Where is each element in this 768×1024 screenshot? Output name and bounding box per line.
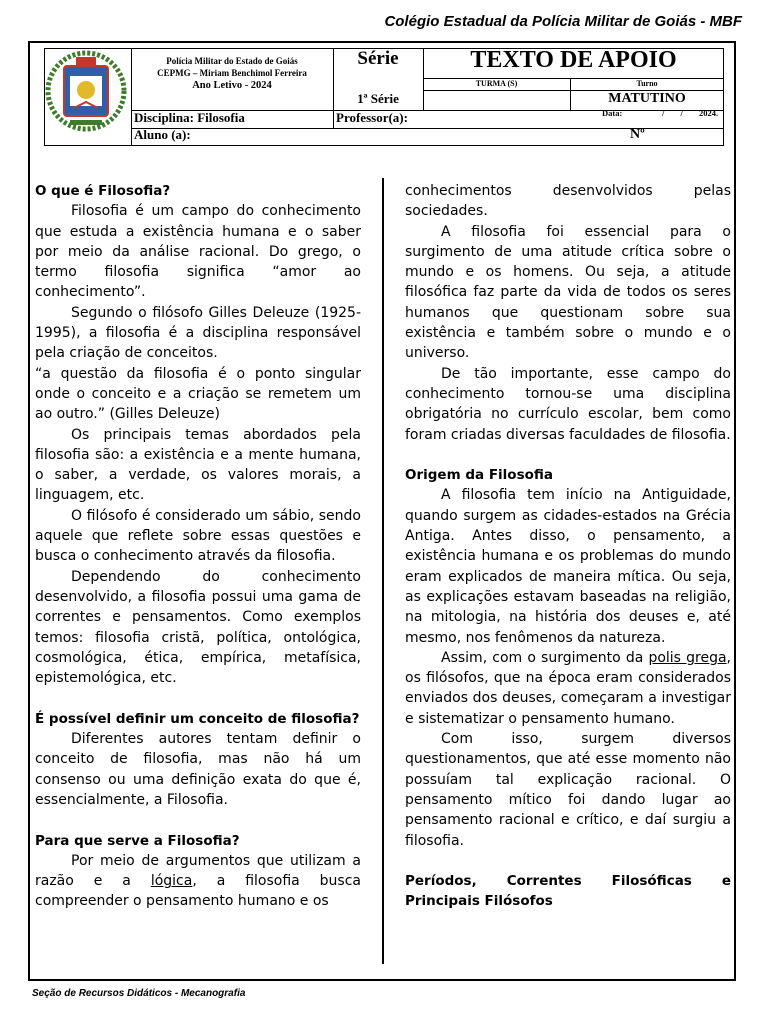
left-text-column <box>35 181 361 912</box>
section-heading: O que é Filosofia? <box>35 183 171 199</box>
section-heading: Para que serve a Filosofia? <box>35 832 240 849</box>
document-type: TEXTO DE APOIO <box>470 47 677 73</box>
school-crest-icon <box>44 50 128 132</box>
paragraph-spacer <box>405 445 731 465</box>
text-link[interactable]: lógica <box>150 873 193 890</box>
paragraph: Com isso, surgem diversos questionamentos, que até esse momento não possuíam tal explicação racional. O pensamento mítico foi dando lugar ao pensamento racional e crítico, e daí surgiu a filosofia. <box>405 731 731 849</box>
column-divider <box>382 178 384 964</box>
school-year: Ano Letivo - 2024 <box>192 80 272 91</box>
professor-label: Professor(a): <box>336 110 408 125</box>
serie-value: 1ª Série <box>357 91 399 106</box>
section-heading: É possível definir um conceito de filosofia? <box>35 710 360 727</box>
paragraph: Os principais temas abordados pela filosofia são: a existência e a mente humana, o saber, a verdade, os valores morais, a linguagem, etc. <box>35 426 361 504</box>
serie-label: Série <box>357 48 399 69</box>
aluno-label: Aluno (a): <box>134 127 191 142</box>
date-label: Data: <box>602 108 623 118</box>
institution-line-1: Polícia Militar do Estado de Goiás <box>166 56 298 66</box>
turno-label: Turno <box>636 79 658 88</box>
section-heading: Origem da Filosofia <box>405 467 553 484</box>
paragraph: O filósofo é considerado um sábio, sendo aquele que reflete sobre essas questões e busca o conhecimento através da filosofia. <box>35 507 361 565</box>
disciplina-label: Disciplina: Filosofia <box>134 110 245 125</box>
paragraph-spacer <box>35 810 361 830</box>
paragraph-spacer <box>405 851 731 871</box>
paragraph: Assim, com o surgimento da polis grega, os filósofos, que na época eram considerados enviados dos deuses, começaram a investigar e sistematizar o pensamento humano. <box>405 649 731 727</box>
paragraph: De tão importante, esse campo do conhecimento tornou-se uma disciplina obrigatória no currículo escolar, bem como foram criadas diversas faculdades de filosofia. <box>405 365 731 443</box>
paragraph-spacer <box>35 688 361 708</box>
right-text-column <box>405 181 731 912</box>
paragraph: Filosofia é um campo do conhecimento que estuda a existência humana e o saber por meio da análise racional. Do grego, o termo filosofia significa “amor ao conhecimento”. <box>35 203 361 301</box>
paragraph: A filosofia foi essencial para o surgimento de uma atitude crítica sobre o mundo e os homens. Ou seja, a atitude filosófica faz parte da vida de todos os seres humanos que questionam sobre sua existência e também sobre o mundo e o universo. <box>405 223 731 362</box>
quote-paragraph: conhecimentos desenvolvidos pelas sociedades. <box>405 183 731 220</box>
footer-note: Seção de Recursos Didáticos - Mecanografia <box>32 988 246 999</box>
turno-value: MATUTINO <box>608 91 686 106</box>
paragraph: A filosofia tem início na Antiguidade, quando surgem as cidades-estados na Grécia Antiga. Antes disso, o pensamento, a existência humana e os problemas do mundo eram explicados de maneira mítica. Ou seja, as explicações estavam baseadas na religião, na mitologia, na história dos deuses e, até mesmo, nos fenômenos da natureza. <box>405 487 731 646</box>
quote-paragraph: “a questão da filosofia é o ponto singular onde o conceito e a criação se remetem um ao outro.” (Gilles Deleuze) <box>35 365 361 423</box>
paragraph: Por meio de argumentos que utilizam a razão e a lógica, a filosofia busca compreender o pensamento humano e os <box>35 852 361 910</box>
numero-label: Nº <box>630 127 645 142</box>
turma-label: TURMA (S) <box>475 79 518 88</box>
section-heading: Períodos, Correntes Filosóficas e Principais Filósofos <box>405 873 731 910</box>
institution-line-2: CEPMG – Miriam Benchimol Ferreira <box>157 68 307 78</box>
paragraph: Dependendo do conhecimento desenvolvido, a filosofia possui uma gama de correntes e pensamentos. Como exemplos temos: filosofia cristã, política, ontológica, cosmológica, ética, empírica, metafísica, epistemológica, etc. <box>35 568 361 687</box>
paragraph: Segundo o filósofo Gilles Deleuze (1925-1995), a filosofia é a disciplina responsável pela criação de conceitos. <box>35 304 361 362</box>
school-title: Colégio Estadual da Polícia Militar de Goiás - MBF <box>384 13 742 30</box>
date-value: / / 2024. <box>662 108 719 118</box>
paragraph: Diferentes autores tentam definir o conceito de filosofia, mas não há um consenso ou uma definição exata do que é, essencialmente, a Filosofia. <box>35 731 361 808</box>
text-link[interactable]: polis grega <box>648 649 727 666</box>
